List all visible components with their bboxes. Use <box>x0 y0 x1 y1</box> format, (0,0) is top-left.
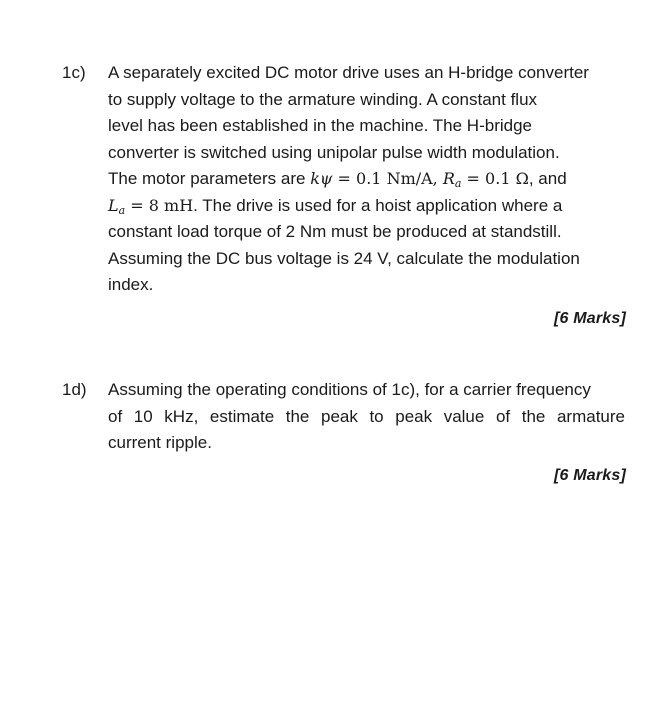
math-symbol-psi: ψ <box>319 169 333 188</box>
marks-label: [6 Marks] <box>553 467 626 484</box>
text-line: level has been established in the machine. The H-bridge <box>108 116 533 135</box>
math-subscript: a <box>454 177 462 190</box>
question-number: 1d) <box>62 380 87 399</box>
text-line: converter is switched using unipolar pulse width modulation. <box>108 142 560 162</box>
question-number: 1c) <box>62 63 86 82</box>
text-line: current ripple. <box>108 433 212 452</box>
text-line: of 10 kHz, estimate the peak to peak value of the armature <box>108 406 625 426</box>
marks-label: [6 Marks] <box>553 310 626 327</box>
math-inductance <box>108 196 193 215</box>
text-fragment: , and <box>528 169 567 188</box>
text-fragment: The motor parameters are <box>108 169 311 188</box>
question-1c <box>62 60 628 327</box>
math-value: = 8 mH <box>125 195 194 215</box>
text-line: Assuming the DC bus voltage is 24 V, calculate the modulation <box>108 248 580 268</box>
text-line-parameters <box>108 166 628 193</box>
math-value: = 0.1 Ω <box>461 169 529 188</box>
math-symbol-k: k <box>310 169 320 188</box>
text-line: A separately excited DC motor drive uses an H-bridge converter <box>108 63 589 82</box>
text-line: index. <box>108 275 154 294</box>
math-flux-constant <box>310 169 529 188</box>
math-symbol-R: R <box>442 169 455 188</box>
question-1d <box>62 377 628 484</box>
math-value: = 0.1 Nm/A, <box>332 169 443 188</box>
text-line: to supply voltage to the armature winding. A constant flux <box>108 89 538 109</box>
math-subscript: a <box>118 203 126 217</box>
text-line: Assuming the operating conditions of 1c), for a carrier frequency <box>108 380 591 399</box>
text-line: constant load torque of 2 Nm must be produced at standstill. <box>108 222 562 241</box>
text-fragment: . The drive is used for a hoist application where a <box>193 195 563 215</box>
math-symbol-L: L <box>108 195 119 215</box>
question-text <box>108 60 628 299</box>
question-text <box>108 377 628 457</box>
text-line-inductance <box>108 193 628 220</box>
